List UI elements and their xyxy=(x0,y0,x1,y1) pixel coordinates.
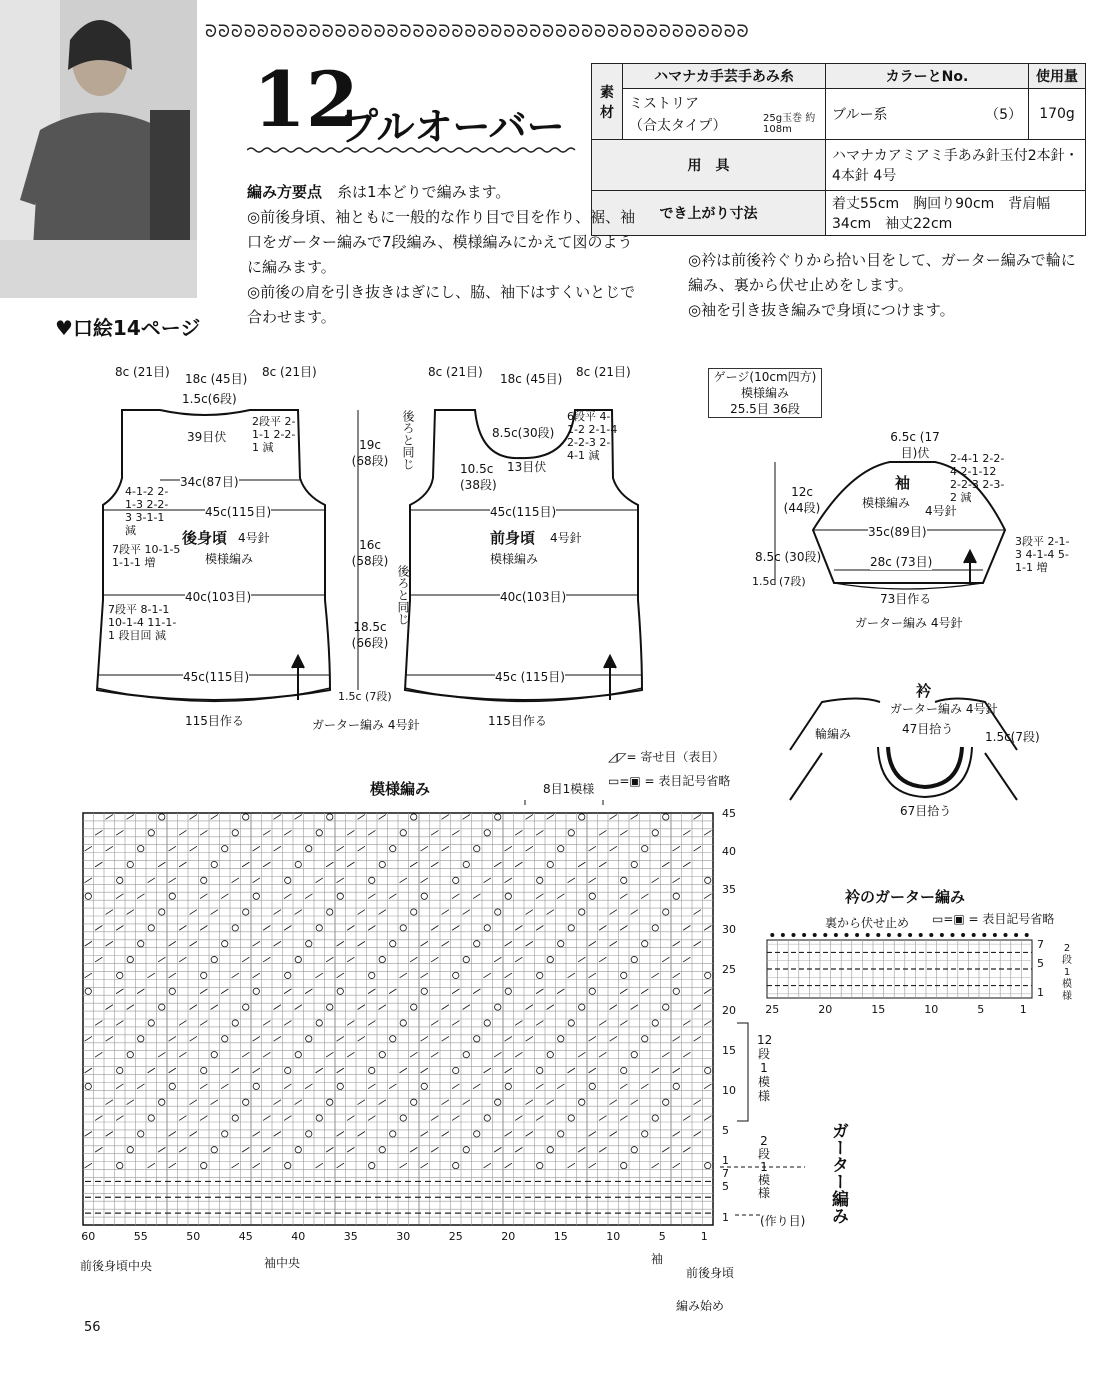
color-number: （5） xyxy=(985,107,1022,123)
pattern-number: 12 xyxy=(253,55,359,144)
back-needle: 4号針 xyxy=(238,531,270,545)
instructions-para1: ◎前後身頃、袖ともに一般的な作り目で目を作り、裾、袖口をガーター編みで7段編み、模様編みにかえて図のように編みます。 xyxy=(247,208,636,276)
yarn-name: ミストリア xyxy=(629,96,699,112)
back-top-mid: 18c (45目) xyxy=(185,372,248,386)
bindoff-dot xyxy=(855,933,859,937)
bindoff-dot xyxy=(834,933,838,937)
legend-2-text: = 表目記号省略 xyxy=(644,774,731,788)
collar-round: 輪編み xyxy=(815,727,852,741)
center-sleeve-marker: 袖中央 xyxy=(264,1256,301,1270)
back-top-right: 8c (21目) xyxy=(262,365,317,379)
page-number: 56 xyxy=(84,1320,101,1335)
bindoff-dot xyxy=(919,933,923,937)
sleeve-marker: 袖 xyxy=(651,1252,664,1266)
chart-col-number: 45 xyxy=(238,1230,253,1243)
chart-col-number: 40 xyxy=(291,1230,306,1243)
amount-value: 170g xyxy=(1029,89,1086,140)
chart-col-number: 10 xyxy=(606,1230,621,1243)
back-increase: 7段平 10-1-5 1-1-1 増 xyxy=(112,543,181,569)
height-19: 19c (68段) xyxy=(351,438,389,468)
decrease-symbol-icon: ◿◸ xyxy=(608,750,627,764)
sleeve-increase: 3段平 2-1-3 4-1-4 5-1-1 増 xyxy=(1015,535,1070,574)
collar-col-number: 25 xyxy=(765,1003,780,1016)
material-row-label: 素材 xyxy=(592,64,623,140)
chart-row-number: 7 xyxy=(722,1167,729,1180)
sleeve-pattern: 模様編み xyxy=(862,496,911,510)
collar-col-number: 20 xyxy=(818,1003,833,1016)
collar-chart-title: 衿のガーター編み xyxy=(845,888,966,906)
tools-label: 用 具 xyxy=(592,140,826,191)
center-body-marker: 前後身頃中央 xyxy=(80,1259,153,1273)
sleeve-garter-note: ガーター編み 4号針 xyxy=(855,616,963,630)
col-yarn: ハマナカ手芸手あみ糸 xyxy=(623,64,826,89)
instructions-para3: ◎衿は前後衿ぐりから拾い目をして、ガーター編みで輪に編み、裏から伏せ止めをします。 xyxy=(688,251,1076,294)
sleeve-needle: 4号針 xyxy=(925,504,957,518)
back-neck-depth: 1.5c(6段) xyxy=(182,392,237,406)
front-needle: 4号針 xyxy=(550,531,582,545)
yarn-type: （合太タイプ） xyxy=(629,118,727,134)
col-repeat-bracket xyxy=(525,800,603,805)
front-bind-off: 13目伏 xyxy=(507,460,547,474)
instructions-line0: 糸は1本どりで編みます。 xyxy=(337,183,511,201)
chart-row-number: 20 xyxy=(722,1004,736,1017)
collar-col-number: 1 xyxy=(1019,1003,1027,1016)
back-title: 後身頃 xyxy=(182,529,228,547)
sleeve-height-12: 12c (44段) xyxy=(783,485,821,515)
front-top-mid: 18c (45目) xyxy=(500,372,563,386)
back-width-45b: 45c(115目) xyxy=(183,670,250,684)
collar-height: 1.5c(7段) xyxy=(985,730,1040,744)
collar-sub: ガーター編み 4号針 xyxy=(890,702,998,716)
bindoff-dot xyxy=(929,933,933,937)
collar-col-number: 15 xyxy=(871,1003,886,1016)
collar-row-number: 7 xyxy=(1037,938,1044,951)
same-as-back-2: 後ろと同じ xyxy=(396,565,410,625)
garter-vertical: ガーター編み xyxy=(828,1122,848,1224)
height-16: 16c (58段) xyxy=(351,538,389,568)
bindoff-dot xyxy=(845,933,849,937)
chart-col-number: 15 xyxy=(553,1230,568,1243)
front-width-40: 40c(103目) xyxy=(500,590,567,604)
chart-row-number: 25 xyxy=(722,963,736,976)
finished-label: でき上がり寸法 xyxy=(592,191,826,236)
bindoff-dot xyxy=(876,933,880,937)
gauge-title: ゲージ(10cm四方) xyxy=(713,370,817,384)
sleeve-width-35: 35c(89目) xyxy=(868,525,927,539)
chart-row-number: 15 xyxy=(722,1044,736,1057)
chart-col-number: 25 xyxy=(448,1230,463,1243)
front-neck-dec: 6段平 4-1-2 2-1-4 2-2-3 2-4-1 減 xyxy=(567,410,618,462)
chart-row-number: 35 xyxy=(722,883,736,896)
chart-row-number: 10 xyxy=(722,1084,736,1097)
col-amount: 使用量 xyxy=(1029,64,1086,89)
collar-bindoff: 裏から伏せ止め xyxy=(825,916,910,930)
bindoff-dot xyxy=(792,933,796,937)
collar-pick47: 47目拾う xyxy=(902,722,954,736)
blank-cell-icon: ▭=▣ xyxy=(608,774,645,788)
front-width-45b: 45c (115目) xyxy=(495,670,565,684)
back-arm-dec: 4-1-2 2-1-3 2-2-3 3-1-1 減 xyxy=(125,485,169,537)
collar-pick67: 67目拾う xyxy=(900,804,952,818)
chart-legend-2 xyxy=(608,772,730,789)
start-marker: 編み始め xyxy=(676,1299,725,1313)
repeat-bracket xyxy=(737,1023,748,1121)
front-cast-on: 115目作る xyxy=(488,714,547,728)
back-neck-dec: 2段平 2-1-1 2-2-1 減 xyxy=(252,415,296,454)
collar-row-number: 1 xyxy=(1037,986,1044,999)
gauge-box xyxy=(708,368,822,418)
chart-row-number: 5 xyxy=(722,1124,729,1137)
bindoff-dot xyxy=(823,933,827,937)
yarn-spec: 25g玉巻 約108m xyxy=(763,113,816,135)
height-1-5: 1.5c (7段) xyxy=(338,690,392,703)
instructions-heading: 編み方要点 xyxy=(247,183,323,201)
sleeve-cast-on: 73目作る xyxy=(880,592,932,606)
chart-repeat: 8目1模様 xyxy=(543,782,595,796)
chart-row-number: 30 xyxy=(722,923,736,936)
collar-row-number: 5 xyxy=(1037,957,1044,970)
back-width-45a: 45c(115目) xyxy=(205,505,272,519)
gauge-count: 25.5目 36段 xyxy=(730,402,800,416)
collar-chart xyxy=(760,925,1060,1035)
back-top-left: 8c (21目) xyxy=(115,365,170,379)
bindoff-dot xyxy=(993,933,997,937)
bindoff-dot xyxy=(951,933,955,937)
chart-col-number: 55 xyxy=(133,1230,148,1243)
bindoff-dot xyxy=(972,933,976,937)
bindoff-dot xyxy=(770,933,774,937)
body-marker: 前後身頃 xyxy=(686,1266,735,1280)
cast-on-row: (作り目) xyxy=(760,1214,806,1228)
color-name: ブルー系 xyxy=(832,107,888,123)
chart-row-number: 45 xyxy=(722,807,736,820)
chart-col-number: 1 xyxy=(700,1230,708,1243)
chart-repeat-12: 12段1模様 xyxy=(757,1033,773,1103)
sleeve-height-1-5: 1.5c (7段) xyxy=(752,575,806,588)
bindoff-dot xyxy=(961,933,965,937)
decorative-border: ᘐᘐᘐᘐᘐᘐᘐᘐᘐᘐᘐᘐᘐᘐᘐᘐᘐᘐᘐᘐᘐᘐᘐᘐᘐᘐᘐᘐᘐᘐᘐᘐᘐᘐᘐᘐᘐᘐᘐᘐᘐᘐ xyxy=(205,22,750,42)
height-18-5: 18.5c (66段) xyxy=(351,620,389,650)
instructions-para4: ◎袖を引き抜き編みで身頃につけます。 xyxy=(688,301,955,319)
sleeve-height-8-5: 8.5c (30段) xyxy=(755,550,822,564)
front-top-left: 8c (21目) xyxy=(428,365,483,379)
chart-col-number: 5 xyxy=(658,1230,666,1243)
bindoff-dot xyxy=(1004,933,1008,937)
bindoff-dot xyxy=(866,933,870,937)
body-garter-note: ガーター編み 4号針 xyxy=(312,718,420,732)
chart-row-number: 1 xyxy=(722,1154,729,1167)
front-neck: 8.5c(30段) xyxy=(492,426,555,440)
finished-value: 着丈55cm 胸回り90cm 背肩幅34cm 袖丈22cm xyxy=(826,191,1086,236)
chart-legend-1 xyxy=(608,748,724,765)
chart-col-number: 35 xyxy=(343,1230,358,1243)
legend-1-text: = 寄せ目（表目） xyxy=(626,750,725,764)
bindoff-dot xyxy=(898,933,902,937)
chart-title: 模様編み xyxy=(370,780,431,798)
chart-col-number: 30 xyxy=(396,1230,411,1243)
chart-repeat-2: 2段1模様 xyxy=(757,1134,770,1200)
blank-cell-icon: ▭=▣ xyxy=(932,912,969,926)
bindoff-dot xyxy=(802,933,806,937)
bindoff-dot xyxy=(781,933,785,937)
collar-col-number: 5 xyxy=(977,1003,985,1016)
back-width-34: 34c(87目) xyxy=(180,475,239,489)
front-pattern: 模様編み xyxy=(490,552,539,566)
tools-value: ハマナカアミアミ手あみ針玉付2本針・4本針 4号 xyxy=(826,140,1086,191)
col-color: カラーとNo. xyxy=(826,64,1029,89)
back-pattern: 模様編み xyxy=(205,552,254,566)
same-as-back-1: 後ろと同じ xyxy=(401,410,415,470)
collar-col-number: 10 xyxy=(924,1003,939,1016)
front-top-right: 8c (21目) xyxy=(576,365,631,379)
front-width-45a: 45c(115目) xyxy=(490,505,557,519)
sleeve-top: 6.5c (17目)伏 xyxy=(890,430,940,460)
front-neck-depth: 10.5c (38段) xyxy=(460,462,497,492)
back-decrease: 7段平 8-1-1 10-1-4 11-1-1 段目回 減 xyxy=(108,603,177,642)
back-bind-off: 39目伏 xyxy=(187,430,227,444)
front-title: 前身頃 xyxy=(490,529,536,547)
sleeve-width-28: 28c (73目) xyxy=(870,555,933,569)
pattern-title: プルオーバー xyxy=(340,105,565,149)
heart-icon: ♥ xyxy=(55,316,73,340)
collar-chart-repeat: 2段1模様 xyxy=(1062,943,1072,1002)
bindoff-dot xyxy=(887,933,891,937)
chart-col-number: 60 xyxy=(81,1230,96,1243)
bindoff-dot xyxy=(908,933,912,937)
chart-row-number: 40 xyxy=(722,845,736,858)
chart-row-number: 5 xyxy=(722,1180,729,1193)
chart-row-number: 1 xyxy=(722,1211,729,1224)
collar-title: 衿 xyxy=(916,682,932,700)
bindoff-dot xyxy=(982,933,986,937)
bindoff-dot xyxy=(1025,933,1029,937)
sleeve-title: 袖 xyxy=(895,474,911,492)
gauge-pattern: 模様編み xyxy=(740,386,789,400)
back-width-40: 40c(103目) xyxy=(185,590,252,604)
frontispiece-text: 口絵14ページ xyxy=(72,316,201,340)
collar-legend-text: = 表目記号省略 xyxy=(968,912,1055,926)
bindoff-dot xyxy=(1014,933,1018,937)
instructions-para2: ◎前後の肩を引き抜きはぎにし、脇、袖下はすくいとじで合わせます。 xyxy=(247,283,636,326)
chart-col-number: 20 xyxy=(501,1230,516,1243)
bindoff-dot xyxy=(813,933,817,937)
sleeve-decrease: 2-4-1 2-2-4 2-1-12 2-2-3 2-3-2 減 xyxy=(950,452,1005,504)
back-cast-on: 115目作る xyxy=(185,714,244,728)
bindoff-dot xyxy=(940,933,944,937)
chart-col-number: 50 xyxy=(186,1230,201,1243)
